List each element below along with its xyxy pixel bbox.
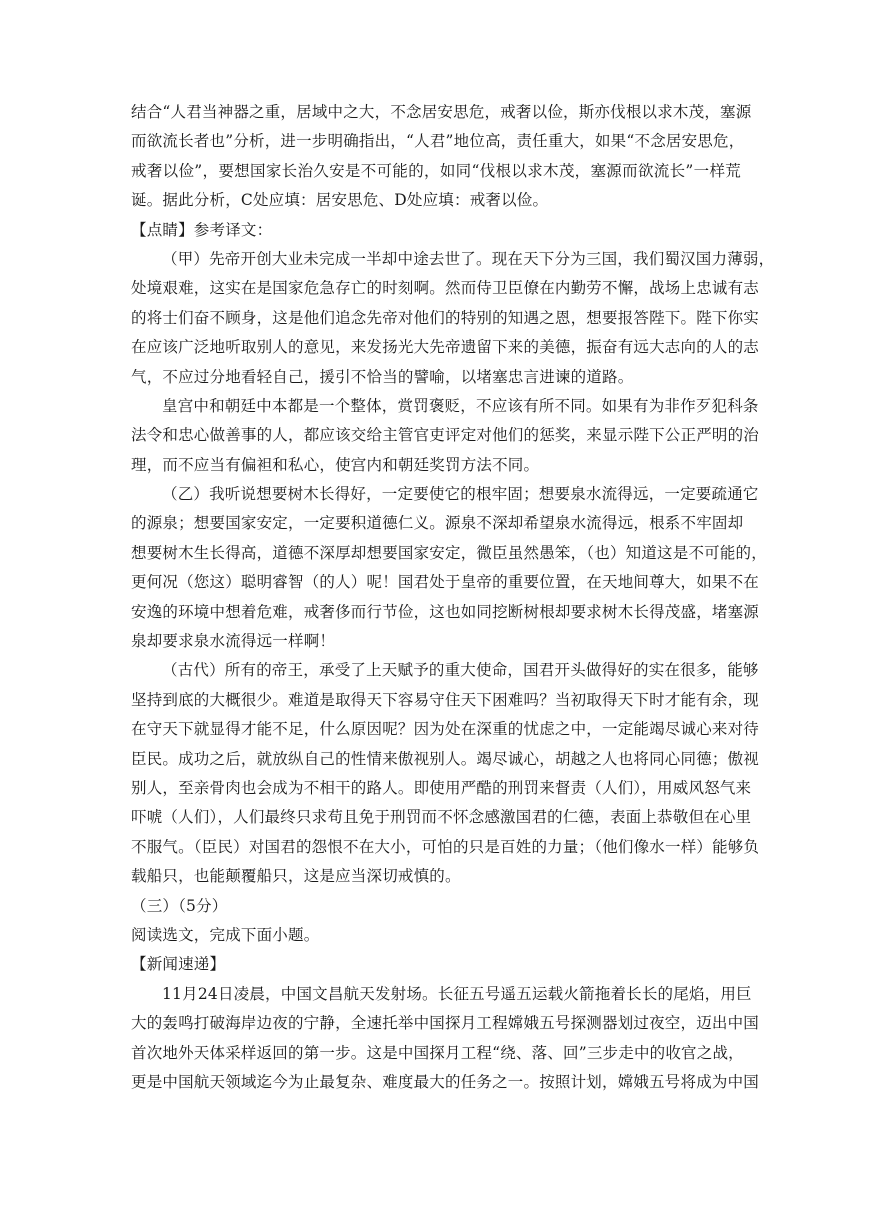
text-line: （乙）我听说想要树木长得好，一定要使它的根牢固；想要泉水流得远，一定要疏通它: [162, 485, 759, 504]
text-line: 大的轰鸣打破海岸边夜的宁静，全速托举中国探月工程嫦娥五号探测器划过夜空，迈出中国: [131, 1014, 760, 1033]
text-line: 气，不应过分地看轻自己，援引不恰当的譬喻，以堵塞忠言进谏的道路。: [131, 367, 634, 386]
text-line: 理，而不应当有偏袒和私心，使宫内和朝廷奖罚方法不同。: [131, 455, 540, 474]
text-line: 首次地外天体采样返回的第一步。这是中国探月工程“绕、落、回”三步走中的收官之战，: [131, 1043, 744, 1062]
text-line: 载船只，也能颠覆船只，这是应当深切戒慎的。: [131, 867, 461, 886]
text-line: 的源泉；想要国家安定，一定要积道德仁义。源泉不深却希望泉水流得远，根系不牢固却: [131, 514, 744, 533]
text-line: 安逸的环境中想着危难，戒奢侈而行节俭，这也如同挖断树根却要求树木长得茂盛，堵塞源: [131, 602, 760, 621]
text-line: 吓唬（人们），人们最终只求苟且免于刑罚而不怀念感激国君的仁德，表面上恭敬但在心里: [131, 808, 752, 827]
text-line: 更何况（您这）聪明睿智（的人）呢！国君处于皇帝的重要位置，在天地间尊大，如果不在: [131, 573, 760, 592]
question-header: （三）（5分）: [131, 896, 228, 915]
text-line: （古代）所有的帝王，承受了上天赋予的重大使命，国君开头做得好的实在很多，能够: [162, 661, 759, 680]
text-line: 臣民。成功之后，就放纵自己的性情来傲视别人。竭尽诚心，胡越之人也将同心同德；傲视: [131, 749, 760, 768]
document-page: [131, 98, 775, 1097]
text-line: 皇宫中和朝廷中本都是一个整体，赏罚褒贬，不应该有所不同。如果有为非作歹犯科条: [162, 396, 759, 415]
text-line: 法令和忠心做善事的人，都应该交给主管官吏评定对他们的惩奖，来显示陛下公正严明的治: [131, 426, 760, 445]
text-line: 诞。据此分析，C处应填：居安思危、D处应填：戒奢以俭。: [131, 191, 549, 210]
text-line: 在应该广泛地听取别人的意见，来发扬光大先帝遗留下来的美德，振奋有远大志向的人的志: [131, 338, 760, 357]
text-line: 戒奢以俭”，要想国家长治久安是不可能的，如同“伐根以求木茂，塞源而欲流长”一样荒: [131, 161, 741, 180]
text-line: 处境艰难，这实在是国家危急存亡的时刻啊。然而侍卫臣僚在内勤劳不懈，战场上忠诚有志: [131, 279, 760, 298]
text-line: 的将士们奋不顾身，这是他们追念先帝对他们的特别的知遇之恩，想要报答陛下。陛下你实: [131, 308, 760, 327]
text-line: （甲）先帝开创大业未完成一半却中途去世了。现在天下分为三国，我们蜀汉国力薄弱，: [162, 249, 775, 268]
text-line: 结合“人君当神器之重，居域中之大，不念居安思危，戒奢以俭，斯亦伐根以求木茂，塞源: [131, 103, 752, 121]
text-line: 11月24日凌晨，中国文昌航天发射场。长征五号遥五运载火箭拖着长长的尾焰，用巨: [162, 984, 752, 1003]
section-heading-news: 【新闻速递】: [131, 955, 226, 974]
text-line: 更是中国航天领域迄今为止最复杂、难度最大的任务之一。按照计划，嫦娥五号将成为中国: [131, 1072, 760, 1091]
text-line: 不服气。（臣民）对国君的怨恨不在大小，可怕的只是百姓的力量；（他们像水一样）能够负: [131, 837, 760, 856]
text-line: 别人，至亲骨肉也会成为不相干的路人。即使用严酷的刑罚来督责（人们），用威风怒气来: [131, 778, 752, 797]
text-line: 而欲流长者也”分析，进一步明确指出，“人君”地位高，责任重大，如果“不念居安思危，: [131, 132, 745, 151]
text-line: 泉却要求泉水流得远一样啊！: [131, 632, 336, 651]
section-heading-dianjing: 【点睛】参考译文：: [131, 220, 273, 239]
instruction-text: 阅读选文，完成下面小题。: [131, 925, 320, 944]
text-line: 想要树木生长得高，道德不深厚却想要国家安定，微臣虽然愚笨，（也）知道这是不可能的，: [131, 543, 767, 562]
text-line: 在守天下就显得才能不足，什么原因呢？因为处在深重的忧虑之中，一定能竭尽诚心来对待: [131, 720, 760, 739]
text-line: 坚持到底的大概很少。难道是取得天下容易守住天下困难吗？当初取得天下时才能有余，现: [131, 690, 760, 709]
